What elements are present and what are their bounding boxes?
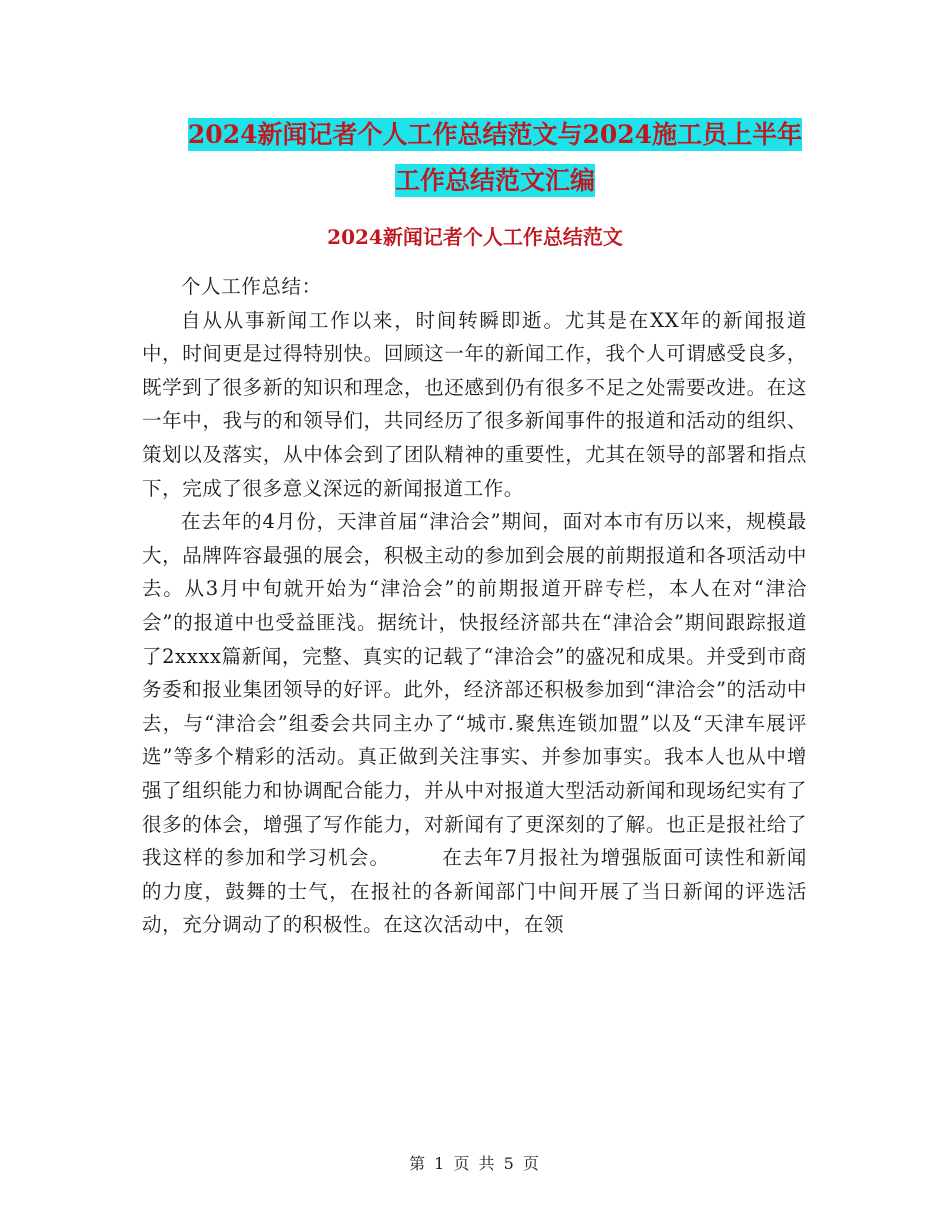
- document-title: [140, 112, 850, 204]
- document-title-line-1: 2024新闻记者个人工作总结范文与2024施工员上半年: [187, 120, 803, 149]
- body-paragraph: 在去年的4月份，天津首届“津洽会”期间，面对本市有历以来，规模最大，品牌阵容最强的展会，积极主动的参加到会展的前期报道和各项活动中去。从3月中旬就开始为“津洽会”的前期报道开辟专栏，本人在对“津洽会”的报道中也受益匪浅。据统计，快报经济部共在“津洽会”期间跟踪报道了2xxxx篇新闻，完整、真实的记载了“津洽会”的盛况和成果。并受到市商务委和报业集团领导的好评。此外，经济部还积极参加到“津洽会”的活动中去，与“津洽会”组委会共同主办了“城市.聚焦连锁加盟”以及“天津车展评选”等多个精彩的活动。真正做到关注事实、并参加事实。我本人也从中增强了组织能力和协调配合能力，并从中对报道大型活动新闻和现场纪实有了很多的体会，增强了写作能力，对新闻有了更深刻的了解。也正是报社给了我这样的参加和学习机会。 在去年7月报社为增强版面可读性和新闻的力度，鼓舞的士气，在报社的各新闻部门中间开展了当日新闻的评选活动，充分调动了的积极性。在这次活动中，在领: [142, 510, 807, 937]
- body-paragraph: 个人工作总结：: [181, 275, 322, 298]
- document-title-line-2: 工作总结范文汇编: [394, 166, 595, 195]
- document-body: [142, 270, 807, 942]
- section-title: 2024新闻记者个人工作总结范文: [327, 225, 623, 249]
- body-paragraph: 自从从事新闻工作以来，时间转瞬即逝。尤其是在XX年的新闻报道中，时间更是过得特别快。回顾这一年的新闻工作，我个人可谓感受良多，既学到了很多新的知识和理念，也还感到仍有很多不足之处需要改进。在这一年中，我与的和领导们，共同经历了很多新闻事件的报道和活动的组织、策划以及落实，从中体会到了团队精神的重要性，尤其在领导的部署和指点下，完成了很多意义深远的新闻报道工作。: [142, 308, 807, 500]
- page-number-footer: 第 1 页 共 5 页: [409, 1154, 541, 1173]
